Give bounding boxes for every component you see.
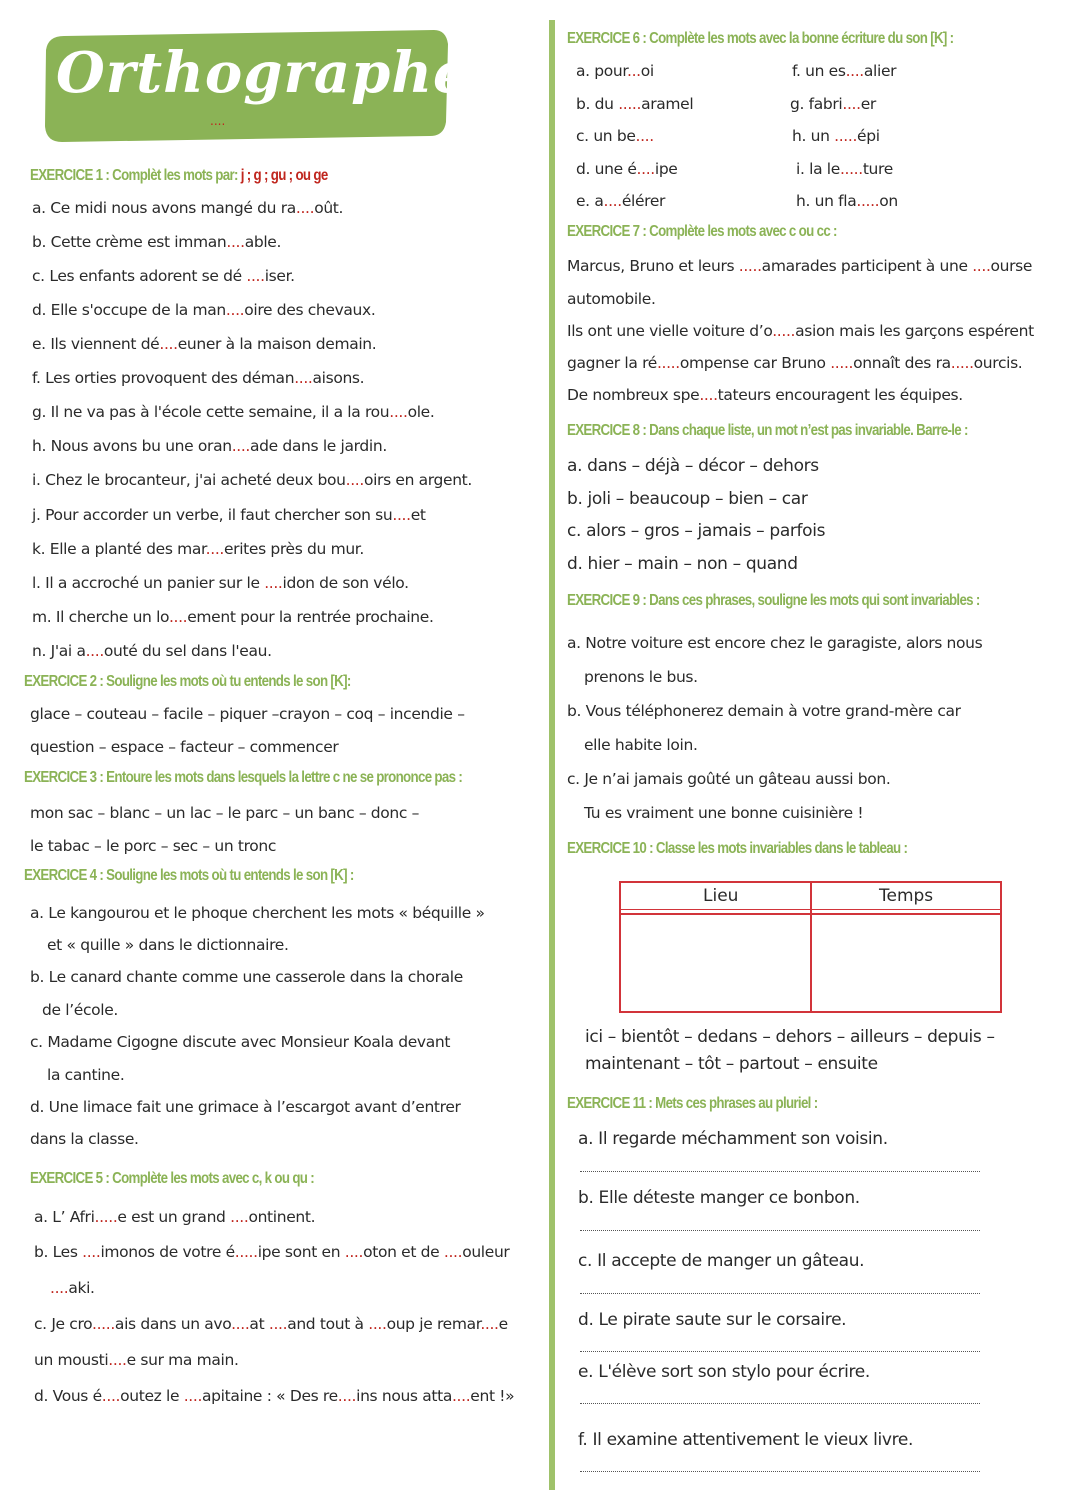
exercise-1-item: h. Nous avons bu une oran....ade dans le jardin. (32, 437, 387, 455)
exercise-7-line: gagner la ré.....ompense car Bruno .....onnaît des ra.....ourcis. (567, 354, 1023, 372)
exercise-7-line: automobile. (567, 290, 656, 308)
exercise-11-item: d. Le pirate saute sur le corsaire. (578, 1310, 847, 1330)
exercise-10-words: maintenant – tôt – partout – ensuite (585, 1054, 878, 1074)
exercise-6-item: a. pour...oi (576, 62, 654, 80)
exercise-3-heading: EXERCICE 3 : Entoure les mots dans lesquels la lettre c ne se prononce pas : (24, 769, 463, 786)
exercise-5-line: c. Je cro.....ais dans un avo....at ....and tout à ....oup je remar....e (34, 1315, 508, 1333)
exercise-5-heading: EXERCICE 5 : Complète les mots avec c, k ou qu : (30, 1170, 315, 1187)
title-accent: .... (210, 114, 226, 128)
exercise-9-line: prenons le bus. (584, 668, 698, 686)
answer-line[interactable] (580, 1229, 980, 1231)
exercise-1-item: j. Pour accorder un verbe, il faut chercher son su....et (32, 506, 426, 524)
exercise-6-item: i. la le.....ture (796, 160, 893, 178)
exercise-6-item: c. un be.... (576, 127, 654, 145)
exercise-11-heading: EXERCICE 11 : Mets ces phrases au pluriel : (567, 1095, 818, 1112)
exercise-6-heading: EXERCICE 6 : Complète les mots avec la bonne écriture du son [K] : (567, 30, 954, 47)
exercise-1-item: i. Chez le brocanteur, j'ai acheté deux bou....oirs en argent. (32, 471, 472, 489)
answer-line[interactable] (580, 1470, 980, 1472)
exercise-4-line: la cantine. (47, 1066, 125, 1084)
exercise-1-item: f. Les orties provoquent des déman....aisons. (32, 369, 365, 387)
exercise-1-heading-letters: j ; g ; gu ; ou ge (240, 167, 328, 184)
exercise-10-heading: EXERCICE 10 : Classe les mots invariables dans le tableau : (567, 840, 908, 857)
table-header-temps: Temps (879, 886, 934, 906)
exercise-1-heading-text: EXERCICE 1 : Complèt les mots par: (30, 167, 241, 184)
exercise-6-item: e. a....élérer (576, 192, 666, 210)
exercise-2-line: question – espace – facteur – commencer (30, 738, 339, 756)
exercise-7-heading: EXERCICE 7 : Complète les mots avec c ou cc : (567, 223, 837, 240)
page-title: Orthographe (56, 40, 470, 106)
exercise-11-item: e. L'élève sort son stylo pour écrire. (578, 1362, 870, 1382)
exercise-3-line: le tabac – le porc – sec – un tronc (30, 837, 277, 855)
exercise-11-item: a. Il regarde méchamment son voisin. (578, 1129, 888, 1149)
exercise-6-item: h. un fla.....on (796, 192, 898, 210)
exercise-2-line: glace – couteau – facile – piquer –crayon – coq – incendie – (30, 705, 465, 723)
exercise-1-item: g. Il ne va pas à l'école cette semaine, il a la rou....ole. (32, 403, 435, 421)
exercise-5-line: ....aki. (50, 1279, 95, 1297)
exercise-5-line: a. L’ Afri.....e est un grand ....ontinent. (34, 1208, 316, 1226)
exercise-1-item: k. Elle a planté des mar....erites près du mur. (32, 540, 364, 558)
classification-table (619, 881, 1002, 1013)
exercise-3-line: mon sac – blanc – un lac – le parc – un banc – donc – (30, 804, 420, 822)
exercise-2-heading: EXERCICE 2 : Souligne les mots où tu entends le son [K]: (24, 673, 351, 690)
exercise-4-heading: EXERCICE 4 : Souligne les mots où tu entends le son [K] : (24, 867, 354, 884)
exercise-1-item: a. Ce midi nous avons mangé du ra....oût. (32, 199, 344, 217)
exercise-9-line: a. Notre voiture est encore chez le garagiste, alors nous (567, 634, 983, 652)
exercise-1-item: m. Il cherche un lo....ement pour la rentrée prochaine. (32, 608, 434, 626)
exercise-5-line: b. Les ....imonos de votre é.....ipe sont en ....oton et de ....ouleur (34, 1243, 510, 1261)
exercise-1-item: n. J'ai a....outé du sel dans l'eau. (32, 642, 272, 660)
table-header-lieu: Lieu (703, 886, 739, 906)
exercise-4-line: de l’école. (42, 1001, 118, 1019)
exercise-4-line: d. Une limace fait une grimace à l’escargot avant d’entrer (30, 1098, 461, 1116)
exercise-9-line: elle habite loin. (584, 736, 698, 754)
exercise-7-line: De nombreux spe....tateurs encouragent les équipes. (567, 386, 963, 404)
exercise-5-line: un mousti....e sur ma main. (34, 1351, 239, 1369)
exercise-8-heading: EXERCICE 8 : Dans chaque liste, un mot n’est pas invariable. Barre-le : (567, 422, 968, 439)
exercise-4-line: dans la classe. (30, 1130, 139, 1148)
exercise-1-item: e. Ils viennent dé....euner à la maison demain. (32, 335, 377, 353)
exercise-9-line: Tu es vraiment une bonne cuisinière ! (584, 804, 864, 822)
exercise-4-line: c. Madame Cigogne discute avec Monsieur Koala devant (30, 1033, 451, 1051)
exercise-1-item: b. Cette crème est imman....able. (32, 233, 282, 251)
exercise-8-line: c. alors – gros – jamais – parfois (567, 521, 826, 541)
exercise-5-line: d. Vous é....outez le ....apitaine : « Des re....ins nous atta....ent !» (34, 1387, 515, 1405)
exercise-4-line: a. Le kangourou et le phoque cherchent les mots « béquille » (30, 904, 485, 922)
answer-line[interactable] (580, 1402, 980, 1404)
exercise-6-item: h. un .....épi (792, 127, 880, 145)
exercise-7-line: Marcus, Bruno et leurs .....amarades participent à une ....ourse (567, 257, 1033, 275)
exercise-11-item: c. Il accepte de manger un gâteau. (578, 1251, 865, 1271)
exercise-6-item: f. un es....alier (792, 62, 897, 80)
exercise-9-line: c. Je n’ai jamais goûté un gâteau aussi bon. (567, 770, 891, 788)
exercise-1-heading (30, 167, 328, 185)
answer-line[interactable] (580, 1170, 980, 1172)
exercise-8-line: a. dans – déjà – décor – dehors (567, 456, 819, 476)
exercise-9-heading: EXERCICE 9 : Dans ces phrases, souligne les mots qui sont invariables : (567, 592, 980, 609)
exercise-9-line: b. Vous téléphonerez demain à votre grand-mère car (567, 702, 961, 720)
table-column-divider (810, 883, 812, 1011)
column-divider (549, 20, 555, 1490)
answer-line[interactable] (580, 1350, 980, 1352)
exercise-8-line: b. joli – beaucoup – bien – car (567, 489, 808, 509)
exercise-1-item: d. Elle s'occupe de la man....oire des chevaux. (32, 301, 376, 319)
exercise-6-item: g. fabri....er (790, 95, 876, 113)
exercise-6-item: b. du .....aramel (576, 95, 694, 113)
exercise-6-item: d. une é....ipe (576, 160, 678, 178)
exercise-4-line: b. Le canard chante comme une casserole dans la chorale (30, 968, 463, 986)
exercise-1-item: c. Les enfants adorent se dé ....iser. (32, 267, 295, 285)
exercise-10-words: ici – bientôt – dedans – dehors – ailleurs – depuis – (585, 1027, 995, 1047)
exercise-11-item: f. Il examine attentivement le vieux livre. (578, 1430, 914, 1450)
exercise-4-line: et « quille » dans le dictionnaire. (47, 936, 289, 954)
exercise-7-line: Ils ont une vielle voiture d’o.....asion mais les garçons espérent (567, 322, 1034, 340)
exercise-8-line: d. hier – main – non – quand (567, 554, 798, 574)
exercise-1-item: l. Il a accroché un panier sur le ....idon de son vélo. (32, 574, 409, 592)
answer-line[interactable] (580, 1292, 980, 1294)
exercise-11-item: b. Elle déteste manger ce bonbon. (578, 1188, 860, 1208)
